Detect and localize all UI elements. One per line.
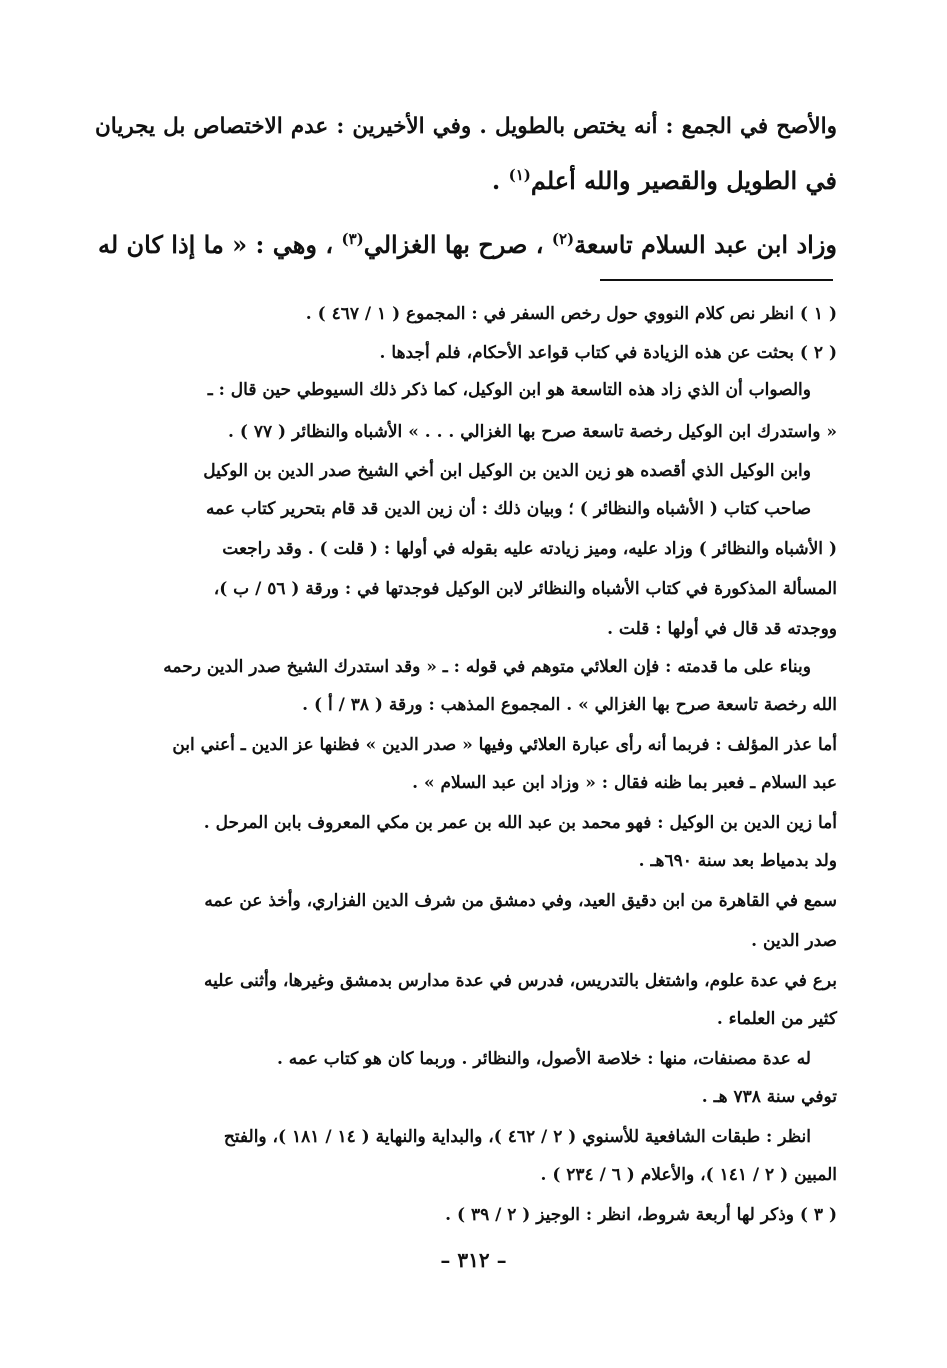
footnote-line: له عدة مصنفات، منها : خلاصة الأصول، والنظائر . وربما كان هو كتاب عمه . <box>276 1049 811 1069</box>
main-text-line <box>95 214 837 270</box>
main-text-fragment: ، صرح بها الغزالي <box>363 230 544 259</box>
footnote-line: صاحب كتاب ( الأشباه والنظائر ) ؛ وبيان ذلك : أن زين الدين قد قام بتحرير كتاب عمه <box>205 499 811 519</box>
footnote-line: وابن الوكيل الذي أقصده هو زين الدين بن الوكيل ابن أخي الشيخ صدر الدين بن الوكيل <box>203 461 811 481</box>
footnote-line: وبناء على ما قدمته : فإن العلائي متوهم في قوله : ـ « وقد استدرك الشيخ صدر الدين رحمه <box>163 657 811 677</box>
main-text-line <box>95 150 837 206</box>
footnote-line: ( الأشباه والنظائر ) وزاد عليه، وميز زيادته عليه بقوله في أولها : ( قلت ) . وقد راجعت <box>222 539 837 559</box>
footnote-line: والصواب أن الذي زاد هذه التاسعة هو ابن الوكيل، كما ذكر ذلك السيوطي حين قال : ـ <box>207 380 811 400</box>
footnote-line: « واستدرك ابن الوكيل رخصة تاسعة صرح بها الغزالي . . . » الأشباه والنظائر ( ٧٧ ) . <box>228 422 837 442</box>
footnote-ref[interactable]: (١) <box>508 166 531 184</box>
footnote-separator <box>600 279 833 281</box>
main-text-fragment: . <box>491 166 501 195</box>
footnote-line: ( ١ ) انظر نص كلام النووي حول رخص السفر في : المجموع ( ١ / ٤٦٧ ) . <box>305 304 837 324</box>
footnote-line: صدر الدين . <box>751 931 837 951</box>
footnote-line: ( ٣ ) وذكر لها أربعة شروط، انظر : الوجيز ( ٢ / ٣٩ ) . <box>445 1205 837 1225</box>
footnote-line: توفي سنة ٧٣٨ هـ . <box>701 1087 837 1107</box>
footnote-line: المبين ( ٢ / ١٤١ )، والأعلام ( ٦ / ٢٣٤ ) . <box>540 1165 837 1185</box>
main-text-fragment: ، وهي : « ما إذا كان له <box>98 230 334 259</box>
footnote-line: ووجدته قد قال في أولها : قلت . <box>607 619 837 639</box>
page-number: – ٣١٢ – <box>440 1248 507 1272</box>
footnote-ref[interactable]: (٢) <box>551 230 575 248</box>
footnote-line: سمع في القاهرة من ابن دقيق العيد، وفي دمشق من شرف الدين الفزاري، وأخذ عن عمه <box>204 891 837 911</box>
footnote-line: المسألة المذكورة في كتاب الأشباه والنظائر لابن الوكيل فوجدتها في : ورقة ( ٥٦ / ب )، <box>213 579 837 599</box>
main-text-fragment: وزاد ابن عبد السلام تاسعة <box>574 230 837 259</box>
footnote-line: عبد السلام ـ فعبر بما ظنه فقال : « وزاد ابن عبد السلام » . <box>412 773 837 793</box>
footnote-line: أما زين الدين بن الوكيل : فهو محمد بن عبد الله بن عمر بن مكي المعروف بابن المرحل . <box>203 813 837 833</box>
footnote-line: ( ٢ ) بحثت عن هذه الزيادة في كتاب قواعد الأحكام، فلم أجدها . <box>379 343 837 363</box>
footnote-line: كثير من العلماء . <box>716 1009 837 1029</box>
footnote-ref[interactable]: (٣) <box>341 230 364 248</box>
main-text-line: والأصح في الجمع : أنه يختص بالطويل . وفي الأخيرين : عدم الاختصاص بل يجريان <box>95 114 837 139</box>
footnote-line: ولد بدمياط بعد سنة ٦٩٠هـ . <box>638 851 837 871</box>
footnote-line: أما عذر المؤلف : فربما أنه رأى عبارة العلائي وفيها « صدر الدين » فظنها عز الدين ـ أعني ابن <box>172 735 837 755</box>
footnote-line: برع في عدة علوم، واشتغل بالتدريس، فدرس في عدة مدارس بدمشق وغيرها، وأثنى عليه <box>204 971 837 991</box>
footnote-line: الله رخصة تاسعة صرح بها الغزالي » . المجموع المذهب : ورقة ( ٣٨ / أ ) . <box>302 695 837 715</box>
footnote-line: انظر : طبقات الشافعية للأسنوي ( ٢ / ٤٦٢ )، والبداية والنهاية ( ١٤ / ١٨١ )، والفتح <box>223 1127 811 1147</box>
main-text-fragment: في الطويل والقصير والله أعلم <box>530 166 837 195</box>
